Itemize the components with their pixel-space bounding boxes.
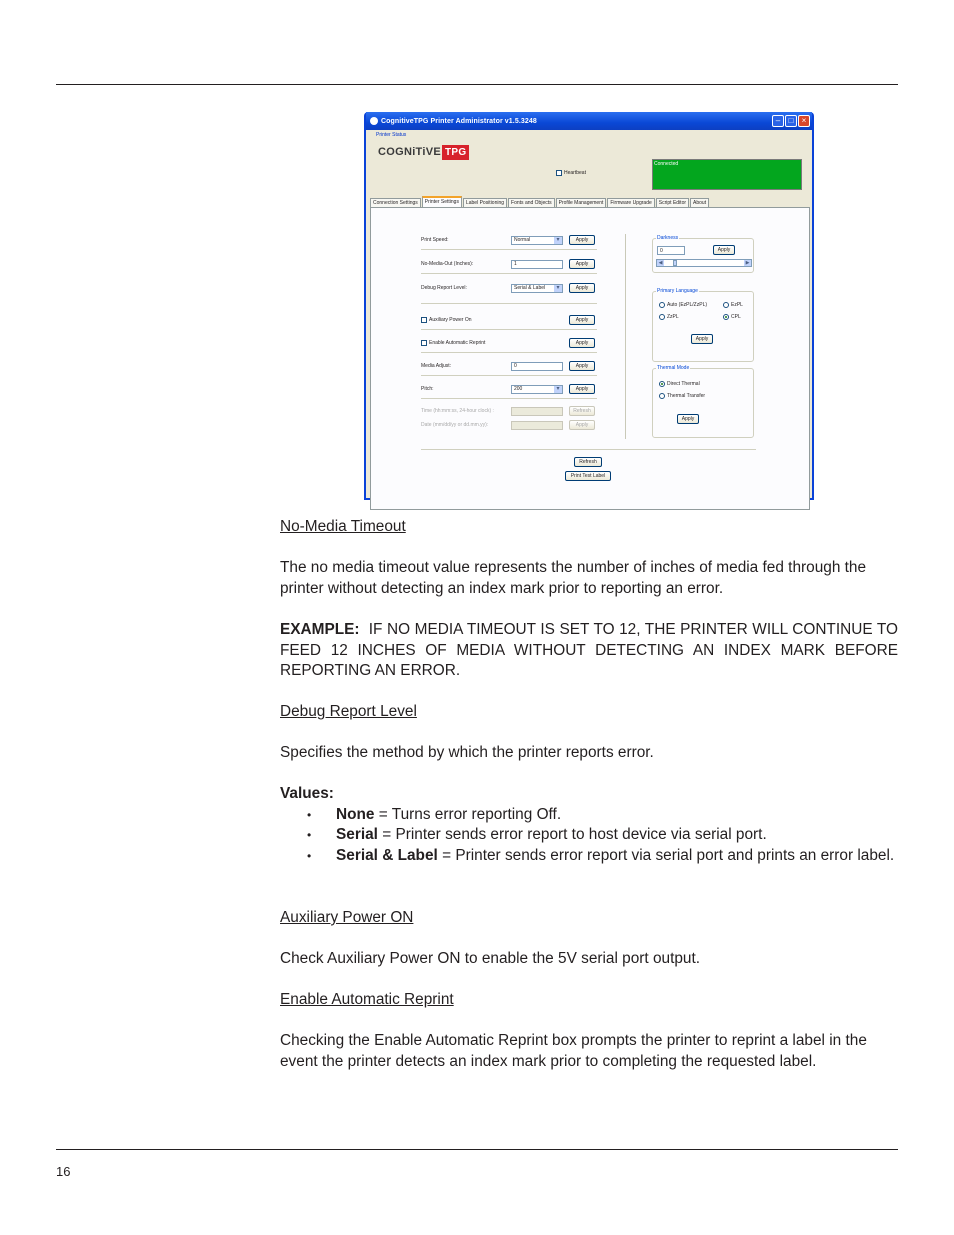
header-rule [56,84,898,85]
printer-admin-window [364,112,814,500]
print-speed-select[interactable]: Normal ▾ [511,236,563,245]
darkness-slider[interactable] [656,259,752,267]
tab-fonts-and-objects[interactable]: Fonts and Objects [508,198,555,207]
aux-power-checkbox[interactable] [421,317,563,323]
aux-power-apply-button[interactable]: Apply [569,315,595,325]
logo-text: COGNiTiVE [378,146,442,158]
darkness-apply-button[interactable]: Apply [713,245,735,255]
tab-printer-settings[interactable]: Printer Settings [422,196,462,207]
tab-profile-management[interactable]: Profile Management [556,198,607,207]
language-option-label: ZzPL [667,314,679,320]
aux-power-row [421,314,597,326]
slider-thumb[interactable] [673,260,677,266]
example-text: IF NO MEDIA TIMEOUT IS SET TO 12, THE PRINTER WILL CONTINUE TO FEED 12 INCHES OF MEDIA WITHOUT DETECTING AN INDEX MARK BEFORE REPORTING AN ERROR. [280,621,898,680]
footer-rule [56,1149,898,1150]
close-icon[interactable]: × [798,115,810,127]
thermal-option-label: Thermal Transfer [667,393,706,399]
print-speed-label: Print Speed: [421,237,449,243]
pitch-row [421,383,597,395]
auto-reprint-apply-button[interactable]: Apply [569,338,595,348]
divider [421,329,597,330]
thermal-mode-title: Thermal Mode [657,365,690,371]
date-input [511,421,563,430]
media-adjust-apply-button[interactable]: Apply [569,361,595,371]
value-name: None [336,805,375,823]
debug-report-apply-button[interactable]: Apply [569,283,595,293]
divider [421,375,597,376]
darkness-group [652,235,754,273]
debug-report-label: Debug Report Level: [421,285,467,291]
logo-tpg: TPG [442,145,469,160]
no-media-example [280,620,898,682]
tab-script-editor[interactable]: Script Editor [656,198,689,207]
example-label: EXAMPLE: [280,621,360,638]
radio-selected-icon[interactable] [659,381,665,387]
checkbox-icon[interactable] [421,340,427,346]
aux-body: Check Auxiliary Power ON to enable the 5V serial port output. [280,950,701,967]
divider [421,352,597,353]
refresh-button[interactable]: Refresh [574,457,602,467]
values-label: Values: [280,785,334,802]
date-row [421,419,597,431]
no-media-body: The no media timeout value represents the number of inches of media fed through the printer without detecting an index mark prior to reporting an error. [280,559,867,597]
list-item [280,825,898,846]
thermal-option-direct[interactable] [659,381,700,387]
minimize-icon[interactable]: – [772,115,784,127]
divider [421,398,597,399]
value-desc: = Turns error reporting Off. [374,805,562,823]
primary-language-title: Primary Language [657,288,698,294]
no-media-out-label: No-Media-Out (Inches): [421,261,474,267]
media-adjust-input[interactable]: 0 [511,362,563,371]
value-name: Serial [336,826,378,844]
media-adjust-row [421,360,597,372]
tab-label-positioning[interactable]: Label Positioning [463,198,507,207]
scroll-left-icon[interactable]: ◀ [658,260,663,266]
language-option-ezpl[interactable] [723,302,743,308]
connection-status-text: Connected [654,161,679,167]
list-item [280,846,898,867]
printer-status-label: Printer Status [376,132,407,138]
pitch-apply-button[interactable]: Apply [569,384,595,394]
debug-report-row [421,282,597,294]
time-label: Time (hh:mm:ss, 24-hour clock) : [421,408,494,414]
language-option-cpl[interactable] [723,314,741,320]
section-heading: Auxiliary Power ON [280,909,414,926]
window-client [366,130,812,498]
checkbox-icon[interactable] [421,317,427,323]
list-item [280,805,898,826]
time-row [421,405,597,417]
cognitive-tpg-logo [378,140,469,164]
darkness-title: Darkness [657,235,679,241]
section-heading: No-Media Timeout [280,518,406,535]
radio-icon[interactable] [723,302,729,308]
language-option-label: EzPL [731,302,743,308]
scroll-right-icon[interactable]: ▶ [745,260,750,266]
thermal-option-transfer[interactable] [659,393,705,399]
language-option-zzpl[interactable] [659,314,679,320]
date-apply-button: Apply [569,420,595,430]
window-title: CognitiveTPG Printer Administrator v1.5.3248 [381,117,537,125]
maximize-icon[interactable]: □ [785,115,797,127]
language-option-label: CPL [731,314,741,320]
checkbox-icon[interactable] [556,170,562,176]
date-label: Date (mm/dd/yy or dd.mm.yy): [421,422,489,428]
print-speed-row [421,234,597,246]
section-heading: Enable Automatic Reprint [280,991,454,1008]
tab-about[interactable]: About [690,198,709,207]
value-name: Serial & Label [336,847,438,865]
values-list [280,805,898,867]
print-speed-apply-button[interactable]: Apply [569,235,595,245]
divider [421,273,597,274]
print-test-label-button[interactable]: Print Test Label [565,471,611,481]
aux-power-label: Auxiliary Power On [429,317,472,323]
time-input [511,407,563,416]
tab-firmware-upgrade[interactable]: Firmware Upgrade [607,198,654,207]
heartbeat-label: Heartbeat [564,170,586,176]
connection-status-box [652,159,802,190]
radio-icon[interactable] [659,314,665,320]
auto-reprint-label: Enable Automatic Reprint [429,340,486,346]
tab-connection-settings[interactable]: Connection Settings [370,198,421,207]
primary-language-group [652,288,754,362]
thermal-mode-group [652,365,754,438]
radio-icon[interactable] [659,393,665,399]
divider [421,249,597,250]
heartbeat-checkbox[interactable] [556,170,586,176]
debug-values [280,784,898,867]
debug-heading [280,702,898,723]
divider [421,303,597,304]
radio-selected-icon[interactable] [723,314,729,320]
media-adjust-label: Media Adjust: [421,363,452,369]
no-media-out-input[interactable]: 1 [511,260,563,269]
divider [421,449,756,450]
thermal-option-label: Direct Thermal [667,381,700,387]
no-media-out-apply-button[interactable]: Apply [569,259,595,269]
printer-settings-panel [370,207,810,510]
reprint-heading [280,990,898,1011]
darkness-input[interactable]: 0 [657,246,685,255]
auto-reprint-checkbox[interactable] [421,340,563,346]
aux-heading [280,908,898,929]
debug-body: Specifies the method by which the printer reports error. [280,744,654,761]
pitch-label: Pitch: [421,386,434,392]
language-option-label: Auto (EzPL/ZzPL) [667,302,708,308]
value-desc: = Printer sends error report to host device via serial port. [377,826,767,844]
section-heading: Debug Report Level [280,703,417,720]
reprint-body: Checking the Enable Automatic Reprint box prompts the printer to reprint a label in the event the printer detects an index mark prior to completing the requested label. [280,1032,867,1070]
radio-icon[interactable] [659,302,665,308]
no-media-heading [280,517,898,538]
page-number: 16 [56,1164,71,1179]
window-titlebar[interactable] [366,112,812,130]
language-option-auto[interactable] [659,302,707,308]
language-apply-button[interactable]: Apply [691,334,713,344]
value-desc: = Printer sends error report via serial port and prints an error label. [437,847,895,865]
debug-report-select[interactable]: Serial & Label ▾ [511,284,563,293]
pitch-select[interactable]: 200 ▾ [511,385,563,394]
app-icon [370,117,378,125]
time-refresh-button: Refresh [569,406,595,416]
auto-reprint-row [421,337,597,349]
thermal-apply-button[interactable]: Apply [677,414,699,424]
column-divider [625,234,626,439]
no-media-out-row [421,258,597,270]
tab-bar [370,198,710,207]
